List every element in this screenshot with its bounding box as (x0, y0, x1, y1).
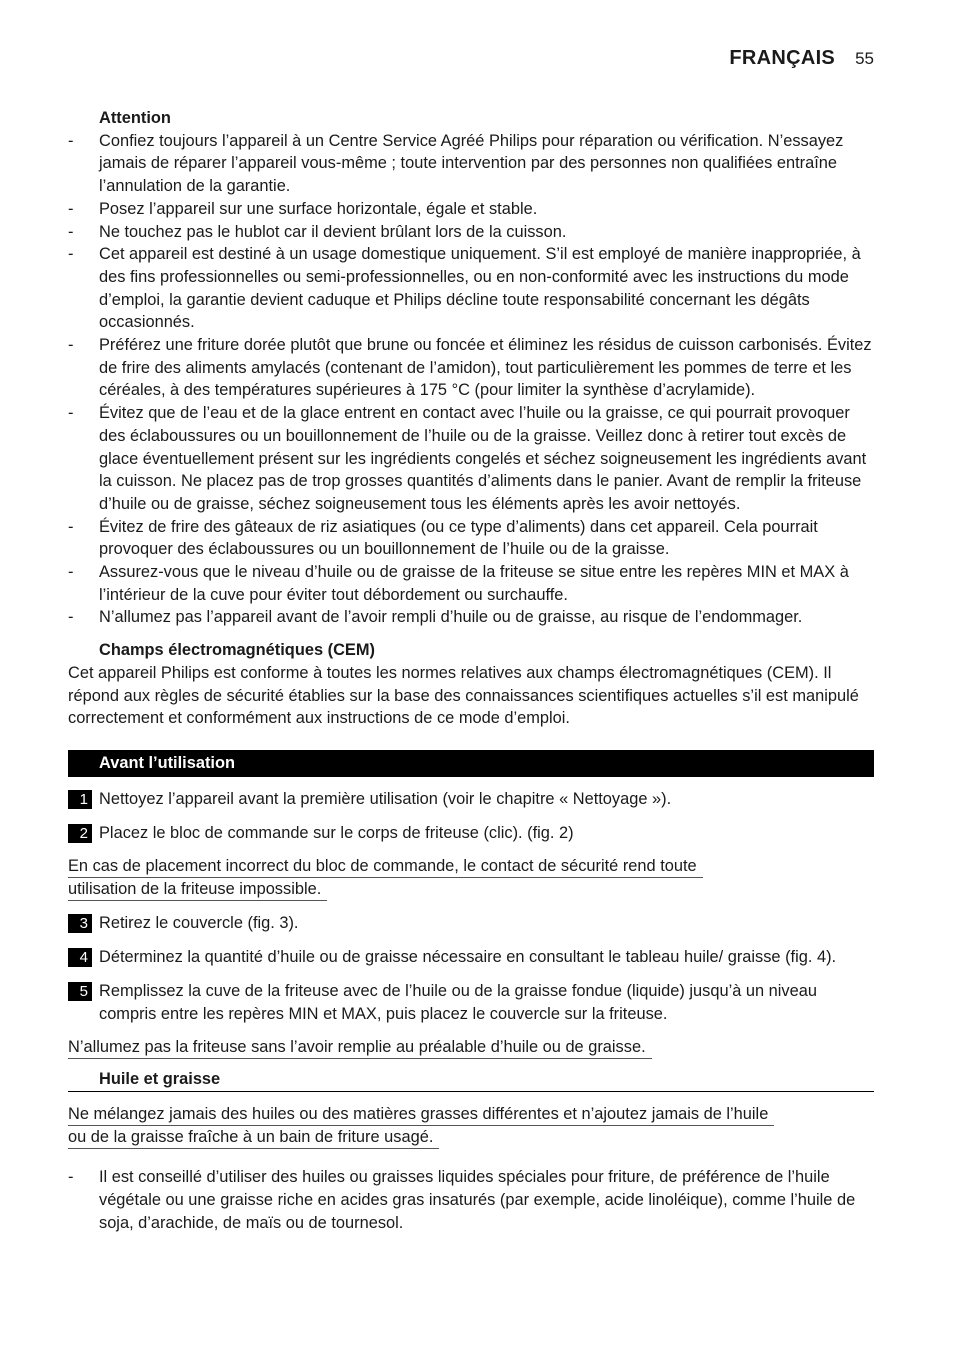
list-item: - Évitez de frire des gâteaux de riz asiatiques (ou ce type d’aliments) dans cet appareil. Cela pourrait provoquer des éclaboussures ou un bouillonnement de l’huile ou de la graisse. (68, 516, 874, 561)
warning-line: Ne mélangez jamais des huiles ou des matières grasses différentes et n’ajoutez jamais de l’huile (68, 1103, 774, 1126)
warning-fill-before-use (68, 1036, 874, 1059)
list-item: - N’allumez pas l’appareil avant de l’avoir rempli d’huile ou de graisse, au risque de l’endommager. (68, 606, 874, 629)
step-3 (68, 912, 874, 935)
step-text: Retirez le couvercle (fig. 3). (99, 914, 299, 933)
list-item: - Confiez toujours l’appareil à un Centre Service Agréé Philips pour réparation ou vérification. N’essayez jamais de réparer l’appareil vous-même ; toute intervention par des personnes non qualifiées entraîne l’annulation de la garantie. (68, 130, 874, 198)
section-title-avant: Avant l’utilisation (68, 750, 874, 777)
cem-heading: Champs électromagnétiques (CEM) (99, 641, 375, 660)
page-header (729, 47, 874, 75)
cem-paragraph: Cet appareil Philips est conforme à toutes les normes relatives aux champs électromagnétiques (CEM). Il répond aux règles de sécurité établies sur la base des connaissances scientifiques actuelles s’il est manipulé correctement et conformément aux instructions de ce mode d’emploi. (68, 663, 859, 728)
language-label: FRANÇAIS (729, 47, 836, 69)
step-2 (68, 822, 874, 845)
page-number: 55 (855, 49, 874, 68)
warning-line: N’allumez pas la friteuse sans l’avoir remplie au préalable d’huile ou de graisse. (68, 1036, 652, 1059)
huile-list (68, 1166, 874, 1234)
list-item: - Cet appareil est destiné à un usage domestique uniquement. S’il est employé de manière inappropriée, à des fins professionnelles ou semi-professionnelles, ou en non-conformité avec les instructions du mode d’emploi, la garantie devient caduque et Philips décline toute responsabilité concernant les dégâts occasionnés. (68, 243, 874, 334)
warning-mixing-oils (68, 1103, 874, 1149)
step-text: Déterminez la quantité d’huile ou de graisse nécessaire en consultant le tableau huile/ graisse (fig. 4). (99, 948, 837, 967)
page-content (68, 107, 874, 1234)
step-text: Placez le bloc de commande sur le corps de friteuse (clic). (fig. 2) (99, 823, 574, 842)
list-item: - Il est conseillé d’utiliser des huiles ou graisses liquides spéciales pour friture, de préférence de l’huile végétale ou une graisse riche en acides gras insaturés (par exemple, acide linoléique), comme l’huile de soja, d’arachide, de maïs ou de tournesol. (68, 1166, 874, 1234)
list-item: - Assurez-vous que le niveau d’huile ou de graisse de la friteuse se situe entre les repères MIN et MAX à l’intérieur de la cuve pour éviter tout débordement ou surchauffe. (68, 561, 874, 606)
attention-list (68, 130, 874, 629)
step-number: 5 (68, 982, 92, 1001)
list-item: - Posez l’appareil sur une surface horizontale, égale et stable. (68, 198, 874, 221)
step-number: 2 (68, 824, 92, 843)
attention-heading: Attention (99, 109, 171, 127)
warning-safety-contact (68, 855, 874, 901)
step-number: 3 (68, 914, 92, 933)
step-number: 1 (68, 790, 92, 809)
warning-line: ou de la graisse fraîche à un bain de friture usagé. (68, 1126, 439, 1149)
warning-line: utilisation de la friteuse impossible. (68, 878, 327, 901)
step-text: Remplissez la cuve de la friteuse avec de l’huile ou de la graisse fondue (liquide) jusqu’à un niveau compris entre les repères MIN et MAX, puis placez le couvercle sur la friteuse. (99, 981, 817, 1023)
step-5 (68, 980, 874, 1025)
step-4 (68, 946, 874, 969)
step-1 (68, 788, 874, 811)
step-text: Nettoyez l’appareil avant la première utilisation (voir le chapitre « Nettoyage »). (99, 789, 672, 808)
list-item: - Évitez que de l’eau et de la glace entrent en contact avec l’huile ou la graisse, ce qui pourrait provoquer des éclaboussures ou un bouillonnement de l’huile ou de la graisse. Veillez donc à retirer tout excès de glace éventuellement présent sur les ingrédients congelés et séchez soigneusement les ingrédients avant la cuisson. Ne placez pas de trop grosses quantités d’aliments dans le panier. Avant de remplir la friteuse d’huile ou de graisse, séchez soigneusement tous les éléments après les avoir nettoyés. (68, 402, 874, 516)
warning-line: En cas de placement incorrect du bloc de commande, le contact de sécurité rend toute (68, 855, 703, 878)
step-number: 4 (68, 948, 92, 967)
huile-heading: Huile et graisse (68, 1068, 874, 1092)
list-item: - Préférez une friture dorée plutôt que brune ou foncée et éliminez les résidus de cuisson carbonisés. Évitez de frire des aliments amylacés (contenant de l’amidon), tout particulièrement les pommes de terre et les céréales, à des températures supérieures à 175 °C (pour limiter la synthèse d’acrylamide). (68, 334, 874, 402)
list-item: - Ne touchez pas le hublot car il devient brûlant lors de la cuisson. (68, 221, 874, 244)
